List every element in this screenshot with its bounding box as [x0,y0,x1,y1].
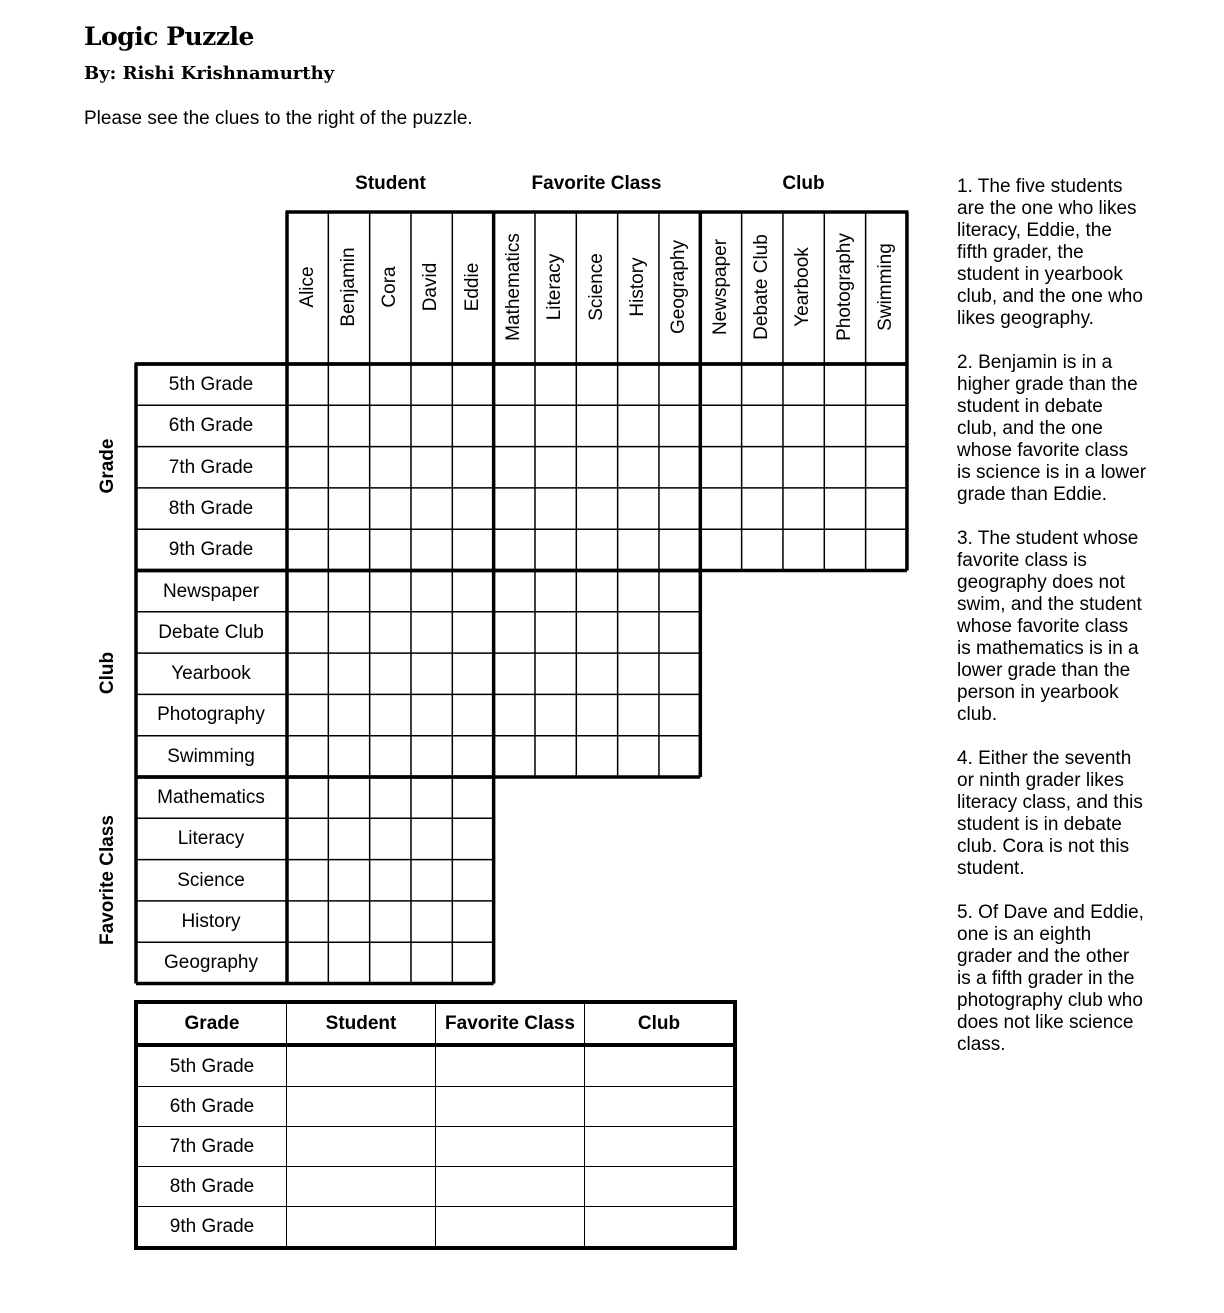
answer-cell[interactable] [436,1167,585,1207]
clue-4: 4. Either the seventh or ninth grader likes literacy class, and this student is in debate club. Cora is not this student. [957,748,1143,879]
clue-3: 3. The student whose favorite class is geography does not swim, and the student whose favorite class is mathematics is in a lower grade than the person in yearbook club. [957,528,1142,725]
colgroup-favorite-class: Favorite Class [531,173,662,194]
row-class-label: Geography [163,952,258,974]
column-label: Yearbook [792,247,814,327]
table-row [136,1087,735,1127]
answer-cell[interactable] [585,1207,736,1249]
column-label: David [420,262,442,312]
row-club-label: Debate Club [158,621,264,643]
row-club-label: Swimming [167,745,255,767]
answer-grade: 9th Grade [136,1207,287,1249]
row-club-label: Newspaper [162,580,260,602]
answer-header-student: Student [287,1002,436,1045]
answer-grade: 6th Grade [136,1087,287,1127]
answer-cell[interactable] [436,1127,585,1167]
answer-cell[interactable] [287,1167,436,1207]
row-grade-label: 5th Grade [168,374,254,395]
colgroup-student: Student [355,173,426,194]
answer-grade: 8th Grade [136,1167,287,1207]
answer-cell[interactable] [585,1127,736,1167]
answer-header-grade: Grade [136,1002,287,1045]
clue-2: 2. Benjamin is in a higher grade than the student in debate club, and the one whose favorite class is science is in a lower grade than Eddie. [957,352,1147,505]
row-grade-label: 7th Grade [168,456,254,478]
column-label: Newspaper [709,238,731,336]
row-class-label: History [181,910,241,932]
row-class-label: Mathematics [157,787,265,808]
row-class-label: Literacy [177,828,245,850]
answer-cell[interactable] [436,1087,585,1127]
answer-header-club: Club [585,1002,736,1045]
column-label: Cora [379,266,401,308]
rowgroup-club: Club [97,651,118,695]
clue-1: 1. The five students are the one who likes literacy, Eddie, the fifth grader, the student in yearbook club, and the one who likes geography. [957,176,1143,329]
column-label: Photography [833,233,855,341]
column-label: Benjamin [337,247,359,327]
puzzle-title: Logic Puzzle [84,22,254,51]
row-grade-label: 8th Grade [168,497,254,519]
column-label: Mathematics [503,233,525,341]
puzzle-author: By: Rishi Krishnamurthy [84,63,335,84]
row-grade-label: 9th Grade [168,539,254,561]
rowgroup-grade: Grade [97,438,118,494]
answer-cell[interactable] [287,1207,436,1249]
row-club-label: Photography [157,704,265,726]
answer-cell[interactable] [436,1207,585,1249]
table-row [136,1045,735,1087]
answer-cell[interactable] [585,1045,736,1087]
intro-text: Please see the clues to the right of the puzzle. [84,108,473,129]
row-class-label: Science [177,869,245,891]
rowgroup-favorite-class: Favorite Class [97,815,118,945]
column-label: Debate Club [751,234,773,340]
column-label: Alice [296,266,318,308]
answer-cell[interactable] [287,1127,436,1167]
answer-grade: 5th Grade [136,1045,287,1087]
clue-5: 5. Of Dave and Eddie, one is an eighth grader and the other is a fifth grader in the photography club who does not like science class. [957,902,1144,1055]
table-row [136,1127,735,1167]
colgroup-club: Club [782,173,825,194]
answer-table [134,1000,737,1250]
answer-grade: 7th Grade [136,1127,287,1167]
column-label: History [627,257,649,317]
column-label: Eddie [461,262,483,312]
clues-panel [957,176,1147,1078]
answer-cell[interactable] [287,1045,436,1087]
column-label: Swimming [875,243,897,331]
row-club-label: Yearbook [171,663,251,685]
answer-cell[interactable] [585,1167,736,1207]
answer-cell[interactable] [287,1087,436,1127]
row-grade-label: 6th Grade [168,415,254,437]
column-label: Science [585,253,607,321]
table-row [136,1167,735,1207]
column-label: Literacy [544,253,566,321]
column-label: Geography [668,239,690,335]
answer-cell[interactable] [436,1045,585,1087]
table-row [136,1207,735,1249]
answer-cell[interactable] [585,1087,736,1127]
answer-header-favorite-class: Favorite Class [436,1002,585,1045]
